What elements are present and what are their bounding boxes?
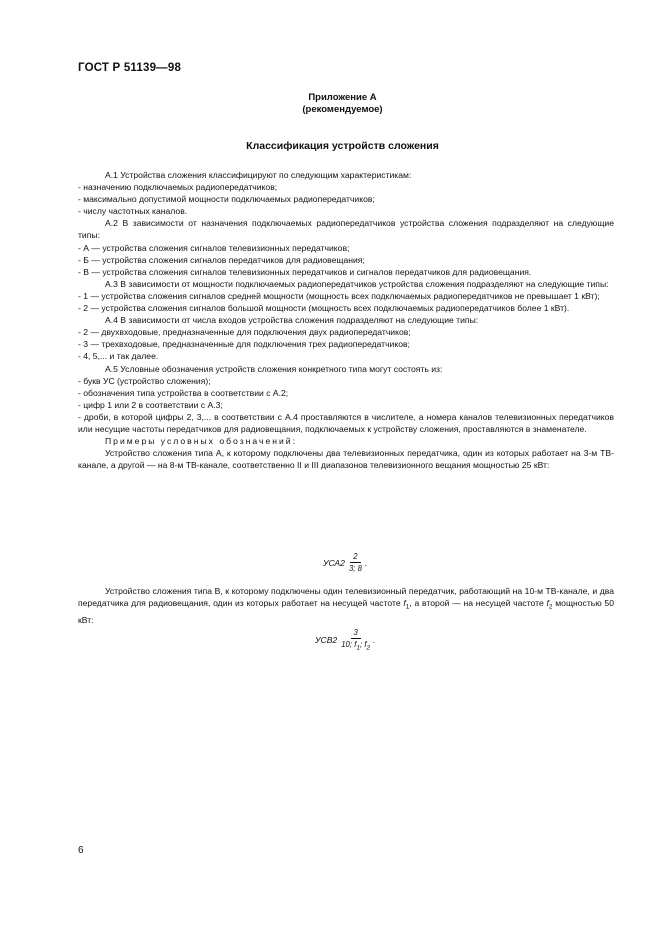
paragraph: А.4 В зависимости от числа входов устройства сложения подразделяют на следующие типы:	[105, 315, 479, 326]
examples-heading: Примеры условных обозначений:	[105, 436, 298, 447]
formula-2-den-f2-sub: 2	[366, 644, 371, 652]
list-item: - 4, 5,... и так далее.	[78, 351, 159, 362]
example-1-text: Устройство сложения типа А, к которому подключены два телевизионных передатчика, один из которых работает на 3-м ТВ-канале, а другой — на 8-м ТВ-канале, соответственно II и III диапазонов телевизионного вещания мощностью 25 кВт:	[78, 448, 614, 471]
list-item: - В — устройства сложения сигналов телевизионных передатчиков и сигналов передатчиков для радиовещания.	[78, 266, 532, 277]
f1-subscript: 1	[405, 603, 410, 611]
formula-2-den-f1-sub: 1	[356, 644, 361, 652]
formula-2-prefix: УСВ2	[315, 635, 338, 646]
list-item: - Б — устройства сложения сигналов передатчиков для радиовещания;	[78, 254, 365, 265]
list-item: - букв УС (устройство сложения);	[78, 375, 211, 386]
paragraph: А.2 В зависимости от назначения подключаемых радиопередатчиков устройства сложения подразделяют на следующие типы:	[78, 218, 614, 241]
list-item: - 1 — устройства сложения сигналов средней мощности (мощность всех подключаемых радиопередатчиков не превышает 1 кВт);	[78, 290, 600, 301]
formula-2-den-f1: f	[354, 640, 357, 649]
example-2-part2: , а второй — на несущей частоте	[409, 598, 547, 609]
f2-symbol: f	[546, 598, 549, 609]
formula-1-fraction	[346, 552, 368, 573]
formula-2	[315, 628, 376, 653]
example-2-part3: мощностью 50 кВт:	[78, 598, 614, 625]
standard-header: ГОСТ Р 51139—98	[78, 62, 182, 74]
list-item: - максимально допустимой мощности подключаемых радиопередатчиков;	[78, 194, 375, 205]
f1-symbol: f	[403, 598, 406, 609]
annex-status: (рекомендуемое)	[302, 104, 383, 115]
annex-title: Приложение А	[308, 92, 377, 103]
example-2-block	[78, 585, 614, 626]
page-number: 6	[78, 845, 84, 856]
formula-2-den-f2: f	[364, 640, 367, 649]
formula-2-den-channel: 10;	[341, 640, 355, 649]
formula-2-suffix: .	[373, 635, 376, 646]
formula-2-denominator	[338, 639, 373, 653]
formula-2-fraction	[338, 628, 376, 653]
formula-2-numerator: 3	[351, 628, 361, 639]
example-2-text	[78, 585, 614, 626]
formula-1-numerator: 2	[350, 552, 360, 563]
formula-1-suffix: .	[364, 557, 368, 568]
list-item: - 2 — устройства сложения сигналов большой мощности (мощность всех подключаемых радиопередатчиков более 1 кВт).	[78, 303, 570, 314]
formula-1-prefix: УСА2	[323, 557, 345, 568]
paragraph: А.1 Устройства сложения классифицируют по следующим характеристикам:	[105, 170, 412, 180]
formula-1	[323, 552, 367, 573]
list-item: - цифр 1 или 2 в соответствии с А.3;	[78, 399, 223, 410]
list-item: - 3 — трехвходовые, предназначенные для подключения трех радиопередатчиков;	[78, 339, 410, 350]
document-body	[78, 169, 614, 471]
section-title: Классификация устройств сложения	[246, 140, 439, 152]
paragraph: А.3 В зависимости от мощности подключаемых радиопередатчиков устройства сложения подразделяют на следующие типы:	[105, 278, 609, 289]
list-item: - обозначения типа устройства в соответствии с А.2;	[78, 387, 289, 398]
list-item: - назначению подключаемых радиопередатчиков;	[78, 182, 278, 193]
formula-2-den-sep: ;	[360, 640, 365, 649]
example-2-part1: Устройство сложения типа В, к которому подключены один телевизионный передатчик, работающий на 10-м ТВ-канале, и два передатчика для радиовещания, один из которых работает на несущей частоте	[78, 586, 614, 609]
list-item: - числу частотных каналов.	[78, 206, 188, 217]
formula-1-denominator: 3; 8	[348, 564, 362, 573]
list-item: - А — устройства сложения сигналов телевизионных передатчиков;	[78, 242, 350, 253]
list-item: - дроби, в которой цифры 2, 3,... в соответствии с А.4 проставляются в числителе, а номера каналов телевизионных передатчиков или несущие частоты передатчиков для радиовещания, подключаемых к устройству сложения, проставляются в знаменателе.	[78, 411, 614, 434]
paragraph: А.5 Условные обозначения устройств сложения конкретного типа могут состоять из:	[105, 363, 443, 374]
f2-subscript: 2	[548, 603, 553, 611]
list-item: - 2 — двухвходовые, предназначенные для подключения двух радиопередатчиков;	[78, 327, 411, 338]
